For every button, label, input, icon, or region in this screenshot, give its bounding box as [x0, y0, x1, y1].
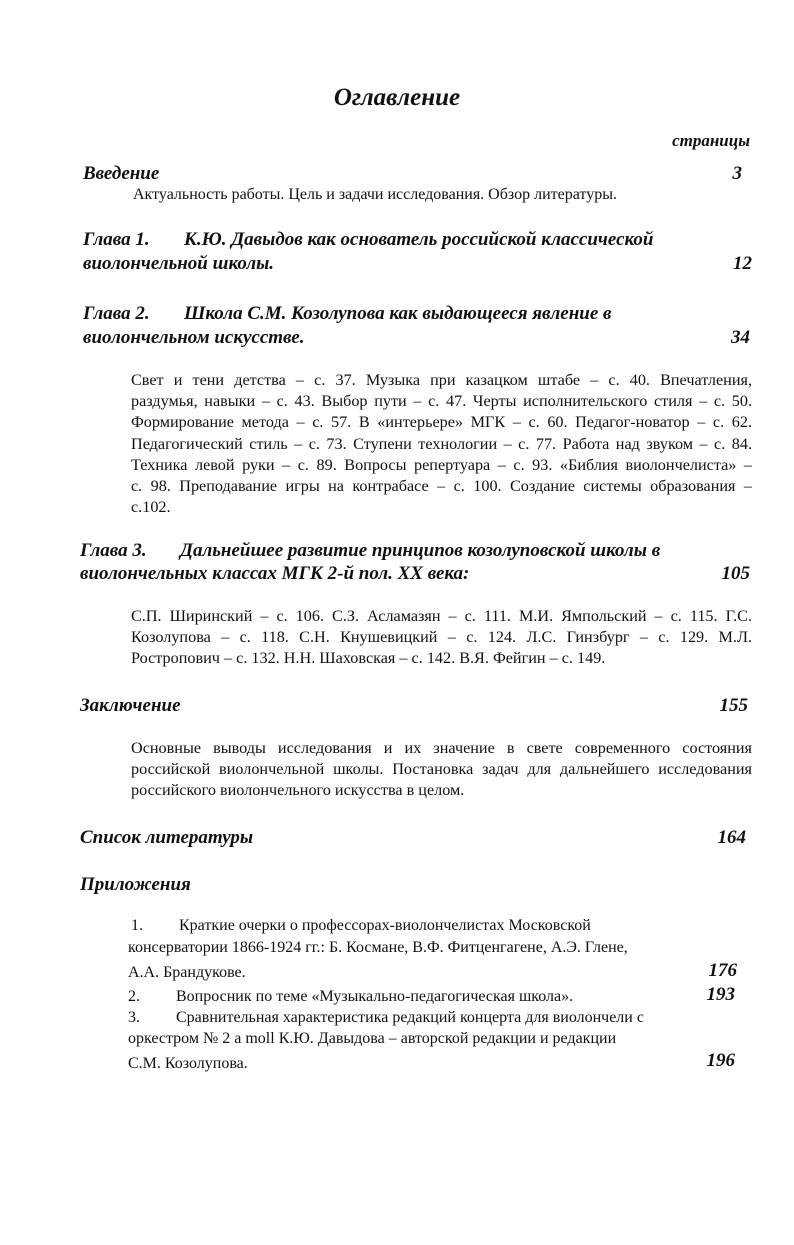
appendix-3-line3: С.М. Козолупова.	[128, 1055, 248, 1072]
chapter3-label: Глава 3.	[80, 540, 147, 561]
chapter2-title-line2: виолончельном искусстве.	[83, 327, 305, 348]
appendices-heading: Приложения	[80, 874, 191, 895]
appendix-2-line1	[128, 988, 573, 1006]
chapter2-contents-line: Формирование метода – с. 57. В «интерьере» МГК – с. 60. Педагог-новатор – с. 62.	[131, 413, 752, 432]
chapter1-title-line1: К.Ю. Давыдов как основатель российской классической	[184, 229, 654, 250]
chapter3-contents-line: С.П. Ширинский – с. 106. С.З. Асламазян – с. 111. М.И. Ямпольский – с. 115. Г.С.	[131, 607, 752, 625]
appendix-1-text: Краткие очерки о профессорах-виолончелистах Московской	[179, 917, 591, 934]
chapter3-contents-line: Ростропович – с. 132. Н.Н. Шаховская – с. 142. В.Я. Фейгин – с. 149.	[131, 649, 606, 668]
chapter2-contents-line: с. 98. Преподавание игры на контрабасе – с. 100. Создание системы образования –	[131, 476, 752, 495]
appendix-2-text: Вопросник по теме «Музыкально-педагогическая школа».	[176, 988, 574, 1005]
chapter2-contents-line: с.102.	[131, 498, 171, 517]
chapter2-contents-line: раздумья, навыки – с. 43. Выбор пути – с. 47. Черты исполнительского стиля – с. 50.	[131, 392, 752, 411]
chapter2-page: 34	[731, 327, 750, 348]
intro-page: 3	[732, 163, 742, 184]
conclusion-page: 155	[719, 695, 748, 716]
conclusion-contents	[131, 738, 752, 802]
appendix-1-line1	[131, 917, 591, 935]
chapter3-title-line1: Дальнейшее развитие принципов козолуповской школы в	[180, 540, 661, 561]
conclusion-contents-line: российского виолончельного искусства в целом.	[131, 781, 465, 800]
chapter2-contents	[131, 370, 752, 518]
chapter2-contents-line: Свет и тени детства – с. 37. Музыка при казацком штабе – с. 40. Впечатления,	[131, 371, 752, 389]
appendix-3-number: 3.	[128, 1009, 140, 1026]
chapter3-title-line2: виолончельных классах МГК 2-й пол. XX века:	[80, 563, 470, 584]
chapter2-contents-line: Педагогический стиль – с. 73. Ступени технологии – с. 77. Работа над звуком – с. 84.	[131, 434, 752, 453]
appendix-2-page: 193	[706, 984, 735, 1005]
chapter3-contents-line: Козолупова – с. 118. С.Н. Кнушевицкий – с. 124. Л.С. Гинзбург – с. 129. М.Л.	[131, 628, 752, 647]
chapter2-title-line1: Школа С.М. Козолупова как выдающееся явление в	[184, 303, 612, 324]
appendix-1-line3: А.А. Брандукове.	[128, 964, 246, 981]
appendix-3-page: 196	[706, 1050, 735, 1071]
page-title: Оглавление	[333, 84, 461, 111]
chapter2-contents-line: Техника левой руки – с. 89. Вопросы репертуара – с. 93. «Библия виолончелиста» –	[131, 455, 752, 474]
bibliography-heading: Список литературы	[80, 827, 254, 848]
chapter3-page: 105	[721, 563, 750, 584]
intro-heading: Введение	[83, 163, 160, 184]
appendix-3-text: Сравнительная характеристика редакций концерта для виолончели с	[176, 1009, 644, 1026]
pages-column-label: страницы	[672, 131, 750, 150]
chapter2-label: Глава 2.	[83, 303, 150, 324]
intro-description: Актуальность работы. Цель и задачи исследования. Обзор литературы.	[133, 186, 617, 203]
bibliography-page: 164	[717, 827, 746, 848]
chapter1-label: Глава 1.	[83, 229, 150, 250]
chapter1-title-line2: виолончельной школы.	[83, 253, 275, 274]
conclusion-contents-line: Основные выводы исследования и их значение в свете современного состояния	[131, 739, 752, 757]
appendix-2-number: 2.	[128, 988, 140, 1005]
conclusion-heading: Заключение	[80, 695, 181, 716]
conclusion-contents-line: российской виолончельной школы. Постановка задач для дальнейшего исследования	[131, 760, 752, 779]
appendix-3-line2: оркестром № 2 a moll К.Ю. Давыдова – авторской редакции и редакции	[128, 1030, 617, 1047]
appendix-3-line1	[128, 1009, 644, 1027]
chapter3-contents	[131, 606, 752, 670]
appendix-1-number: 1.	[131, 917, 143, 934]
appendix-1-page: 176	[708, 960, 737, 981]
appendix-1-line2: консерватории 1866-1924 гг.: Б. Космане, В.Ф. Фитценгагене, А.Э. Глене,	[128, 939, 628, 956]
chapter1-page: 12	[733, 253, 752, 274]
